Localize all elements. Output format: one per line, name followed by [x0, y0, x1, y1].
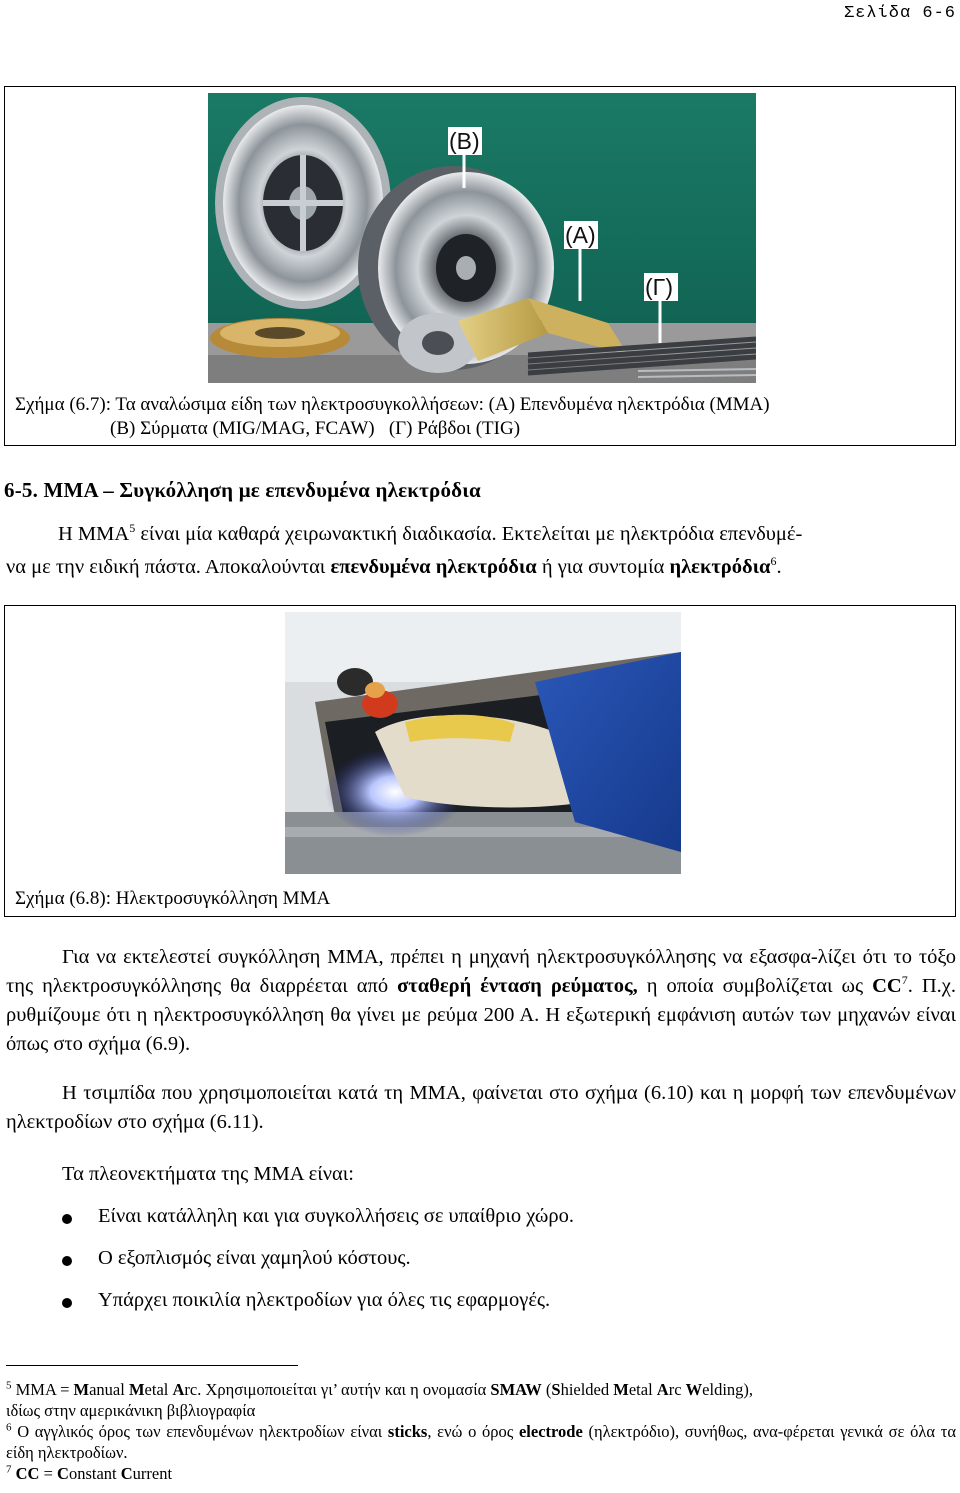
text: η οποία συμβολίζεται ως [637, 975, 873, 997]
text: Υπάρχει ποικιλία ηλεκτροδίων για όλες τις εφαρμογές. [98, 1289, 551, 1311]
footnotes [6, 1379, 956, 1484]
footnote-ref-5[interactable]: 5 [129, 521, 136, 536]
footnote-number: 6 [6, 1421, 12, 1434]
footnote-5: $^5$ ΜΜΑ = Manual Metal Arc. Χρησιμοποιείται γι’ αυτήν και η ονομασία SMAW (Shielded Metal Arc Welding), ιδίως στην αμερικάνικη βιβλιογραφία [6, 1379, 754, 1420]
section-title: 6-5. ΜΜΑ – Συγκόλληση με επενδυμένα ηλεκτρόδια [4, 478, 481, 502]
paragraph-holder [6, 1079, 956, 1137]
list-item [62, 1205, 574, 1247]
text: ή για συντομία [536, 556, 670, 578]
bold-term: ηλεκτρόδια [669, 556, 771, 578]
caption-line-2: (Β) Σύρματα (MIG/MAG, FCAW) (Γ) Ράβδοι (TIG) [110, 418, 521, 439]
bold-term: σταθερή ένταση ρεύματος, [397, 975, 638, 997]
text: είναι μία καθαρά χειρωνακτική διαδικασία. Εκτελείται με ηλεκτρόδια επενδυμέ- [135, 523, 803, 545]
figure-6-8-caption: Σχήμα (6.8): Ηλεκτροσυγκόλληση ΜΜΑ [15, 888, 331, 909]
text: Είναι κατάλληλη και για συγκολλήσεις σε υπαίθριο χώρο. [98, 1205, 575, 1227]
bullet-icon [62, 1298, 72, 1308]
mma-welding-photo [285, 612, 681, 874]
bullet-icon [62, 1214, 72, 1224]
text: Ο εξοπλισμός είναι χαμηλού κόστους. [98, 1247, 411, 1269]
text: Η ΜΜΑ [58, 523, 130, 545]
list-item [62, 1247, 574, 1289]
footnote-6: $^6$ Ο αγγλικός όρος των επενδυμένων ηλεκτροδίων είναι sticks, ενώ ο όρος electrode (ηλεκτρόδιο), συνήθως, ανα-φέρεται γενικά σε όλα τα είδη ηλεκτροδίων. [6, 1421, 956, 1462]
paragraph-mma-intro-cont [6, 553, 956, 582]
footnote-ref-6[interactable]: 6 [770, 554, 777, 569]
list-item [62, 1289, 574, 1331]
paragraph-mma-intro [6, 520, 960, 549]
text: Για να εκτελεστεί συγκόλληση ΜΜΑ, πρέπει η μηχανή ηλεκτροσυγκόλλησης να εξασφα-λίζει ότι το τόξο της ηλεκτροσυγκόλλησης θα διαρρέεται από [6, 946, 956, 997]
text: . Π.χ. ρυθμίζουμε ότι η ηλεκτροσυγκόλληση θα γίνει με ρεύμα 200 Α. Η εξωτερική εμφάνιση αυτών των μηχανών είναι όπως στο σχήμα (6.9). [6, 975, 957, 1055]
figure-6-7 [4, 86, 956, 446]
label-b: (Β) [449, 128, 480, 154]
bold-term: CC [872, 975, 902, 997]
figure-6-8 [4, 605, 956, 917]
text: . [776, 556, 782, 578]
page-number: Σελίδα 6-6 [843, 4, 956, 23]
footnote-number: 7 [6, 1463, 12, 1476]
label-a: (Α) [565, 222, 596, 248]
paragraph-cc [6, 943, 956, 1059]
footnote-divider [6, 1365, 298, 1366]
consumables-photo [208, 93, 756, 383]
advantages-list [62, 1205, 574, 1331]
footnote-7: $^7$ CC = Constant Current [6, 1463, 173, 1483]
paragraph-advantages [6, 1160, 956, 1189]
text: Η τσιμπίδα που χρησιμοποιείται κατά τη ΜΜΑ, φαίνεται στο σχήμα (6.10) και η μορφή των επενδυμένων ηλεκτροδίων στο σχήμα (6.11). [6, 1082, 956, 1133]
bullet-icon [62, 1256, 72, 1266]
footnote-number: 5 [6, 1379, 12, 1392]
figure-6-7-caption [15, 393, 770, 441]
caption-line-1: Σχήμα (6.7): Τα αναλώσιμα είδη των ηλεκτροσυγκολλήσεων: (Α) Επενδυμένα ηλεκτρόδια (ΜΜΑ) [15, 394, 770, 415]
text: να με την ειδική πάστα. Αποκαλούνται [6, 556, 331, 578]
text: Τα πλεονεκτήματα της ΜΜΑ είναι: [62, 1163, 354, 1185]
bold-term: επενδυμένα ηλεκτρόδια [330, 556, 537, 578]
footnote-ref-7[interactable]: 7 [901, 973, 908, 988]
label-g: (Γ) [645, 274, 673, 300]
